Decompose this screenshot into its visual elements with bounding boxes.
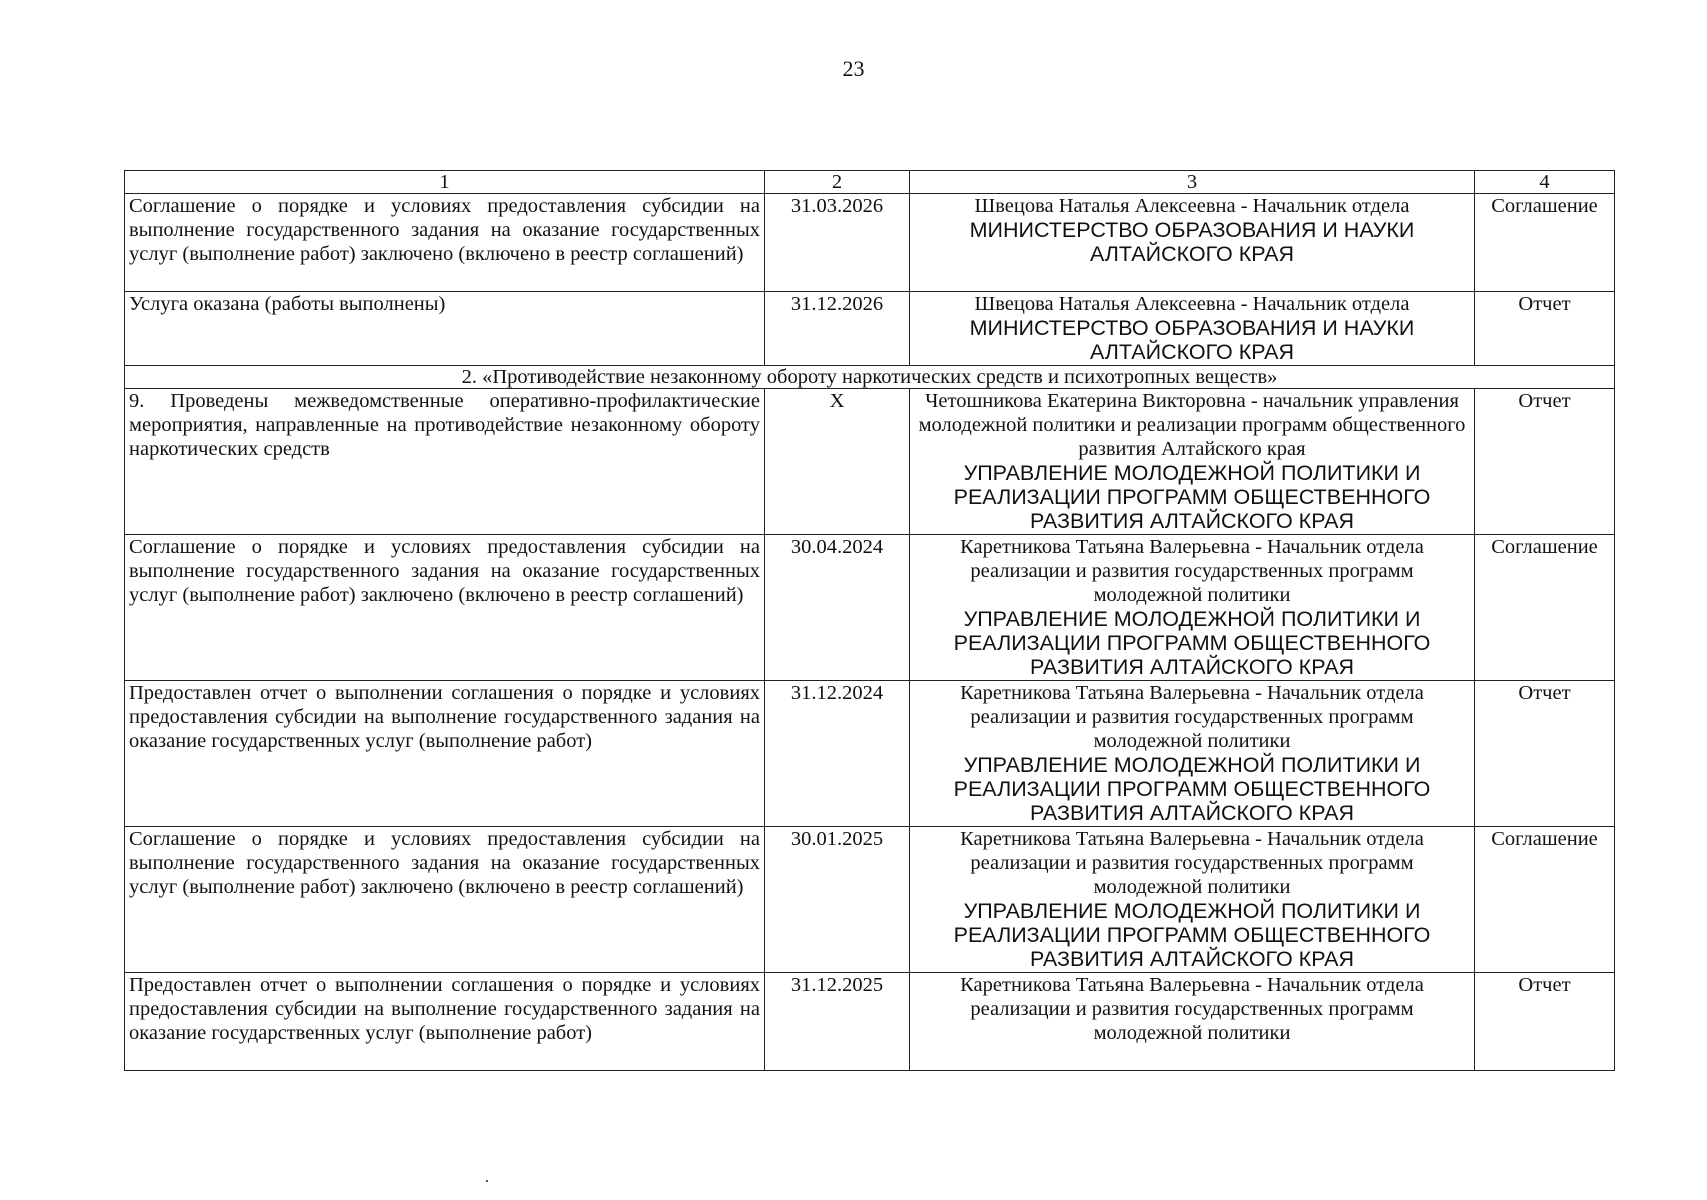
column-number-1: 1: [125, 171, 765, 194]
table-row: [125, 292, 1615, 366]
table-row: [125, 389, 1615, 535]
responsible-person: Каретникова Татьяна Валерьевна - Начальник отдела реализации и развития государственных программ молодежной политики: [960, 974, 1424, 1044]
responsible-cell: [910, 389, 1475, 535]
table-row: [125, 194, 1615, 292]
column-number-3: 3: [910, 171, 1475, 194]
date-cell: 31.03.2026: [765, 194, 910, 292]
table-row: [125, 535, 1615, 681]
date-cell: 31.12.2026: [765, 292, 910, 366]
date-cell: 30.04.2024: [765, 535, 910, 681]
date-cell: 31.12.2025: [765, 973, 910, 1071]
plan-table: [124, 170, 1615, 1071]
responsible-org: УПРАВЛЕНИЕ МОЛОДЕЖНОЙ ПОЛИТИКИ И РЕАЛИЗАЦИИ ПРОГРАММ ОБЩЕСТВЕННОГО РАЗВИТИЯ АЛТАЙСКОГО КРАЯ: [953, 461, 1431, 533]
table-row: [125, 827, 1615, 973]
table-row: [125, 681, 1615, 827]
event-cell: Предоставлен отчет о выполнении соглашения о порядке и условиях предоставления субсидии на выполнение государственного задания на оказание государственных услуг (выполнение работ): [125, 973, 765, 1071]
responsible-person: Каретникова Татьяна Валерьевна - Начальник отдела реализации и развития государственных программ молодежной политики: [960, 828, 1424, 898]
responsible-person: Швецова Наталья Алексеевна - Начальник отдела: [974, 195, 1410, 217]
event-cell: 9. Проведены межведомственные оперативно-профилактические мероприятия, направленные на противодействие незаконному обороту наркотических средств: [125, 389, 765, 535]
date-cell: 31.12.2024: [765, 681, 910, 827]
section-row: [125, 366, 1615, 389]
date-cell: 30.01.2025: [765, 827, 910, 973]
responsible-person: Швецова Наталья Алексеевна - Начальник отдела: [974, 293, 1410, 315]
responsible-person: Четошникова Екатерина Викторовна - начальник управления молодежной политики и реализации программ общественного развития Алтайского края: [918, 390, 1466, 460]
document-type-cell: Отчет: [1475, 292, 1615, 366]
responsible-cell: [910, 292, 1475, 366]
responsible-cell: [910, 194, 1475, 292]
event-cell: Предоставлен отчет о выполнении соглашения о порядке и условиях предоставления субсидии на выполнение государственного задания на оказание государственных услуг (выполнение работ): [125, 681, 765, 827]
column-number-2: 2: [765, 171, 910, 194]
table-header-row: [125, 171, 1615, 194]
responsible-cell: [910, 681, 1475, 827]
responsible-org: УПРАВЛЕНИЕ МОЛОДЕЖНОЙ ПОЛИТИКИ И РЕАЛИЗАЦИИ ПРОГРАММ ОБЩЕСТВЕННОГО РАЗВИТИЯ АЛТАЙСКОГО КРАЯ: [953, 753, 1431, 825]
scan-artifact: [486, 1180, 488, 1182]
responsible-cell: [910, 535, 1475, 681]
document-type-cell: Соглашение: [1475, 194, 1615, 292]
section-title: 2. «Противодействие незаконному обороту наркотических средств и психотропных веществ»: [125, 366, 1615, 389]
event-cell: Услуга оказана (работы выполнены): [125, 292, 765, 366]
responsible-org: УПРАВЛЕНИЕ МОЛОДЕЖНОЙ ПОЛИТИКИ И РЕАЛИЗАЦИИ ПРОГРАММ ОБЩЕСТВЕННОГО РАЗВИТИЯ АЛТАЙСКОГО КРАЯ: [953, 899, 1431, 971]
document-type-cell: Соглашение: [1475, 535, 1615, 681]
responsible-person: Каретникова Татьяна Валерьевна - Начальник отдела реализации и развития государственных программ молодежной политики: [960, 682, 1424, 752]
event-cell: Соглашение о порядке и условиях предоставления субсидии на выполнение государственного задания на оказание государственных услуг (выполнение работ) заключено (включено в реестр соглашений): [125, 194, 765, 292]
document-type-cell: Отчет: [1475, 389, 1615, 535]
responsible-person: Каретникова Татьяна Валерьевна - Начальник отдела реализации и развития государственных программ молодежной политики: [960, 536, 1424, 606]
responsible-org: МИНИСТЕРСТВО ОБРАЗОВАНИЯ И НАУКИ АЛТАЙСКОГО КРАЯ: [969, 316, 1415, 364]
responsible-org: УПРАВЛЕНИЕ МОЛОДЕЖНОЙ ПОЛИТИКИ И РЕАЛИЗАЦИИ ПРОГРАММ ОБЩЕСТВЕННОГО РАЗВИТИЯ АЛТАЙСКОГО КРАЯ: [953, 607, 1431, 679]
page-number: 23: [842, 56, 865, 81]
event-cell: Соглашение о порядке и условиях предоставления субсидии на выполнение государственного задания на оказание государственных услуг (выполнение работ) заключено (включено в реестр соглашений): [125, 535, 765, 681]
event-cell: Соглашение о порядке и условиях предоставления субсидии на выполнение государственного задания на оказание государственных услуг (выполнение работ) заключено (включено в реестр соглашений): [125, 827, 765, 973]
responsible-org: МИНИСТЕРСТВО ОБРАЗОВАНИЯ И НАУКИ АЛТАЙСКОГО КРАЯ: [969, 218, 1415, 266]
column-number-4: 4: [1475, 171, 1615, 194]
date-cell: Х: [765, 389, 910, 535]
table-row: [125, 973, 1615, 1071]
document-type-cell: Соглашение: [1475, 827, 1615, 973]
document-type-cell: Отчет: [1475, 681, 1615, 827]
document-type-cell: Отчет: [1475, 973, 1615, 1071]
responsible-cell: [910, 827, 1475, 973]
responsible-cell: [910, 973, 1475, 1071]
